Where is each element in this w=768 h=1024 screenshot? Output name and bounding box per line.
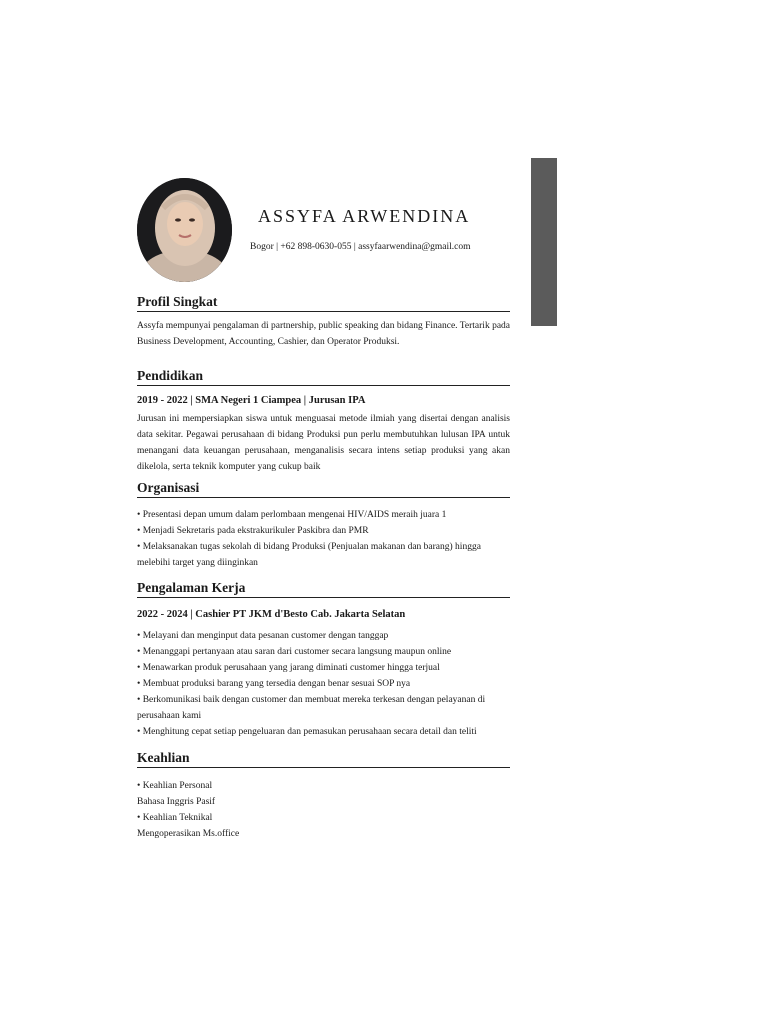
education-section-title: Pendidikan: [137, 368, 510, 386]
profile-photo: [137, 178, 232, 282]
organization-list-container: [137, 507, 510, 571]
work-subhead: 2022 - 2024 | Cashier PT JKM d'Besto Cab. Jakarta Selatan: [137, 609, 406, 620]
profile-section-title: Profil Singkat: [137, 294, 510, 312]
profile-text: Assyfa mempunyai pengalaman di partnership, public speaking dan bidang Finance. Tertarik pada Business Development, Accounting, Cashier, dan Operator Produksi.: [137, 321, 510, 347]
list-item: • Menjadi Sekretaris pada ekstrakurikuler Paskibra dan PMR: [137, 523, 510, 539]
skill-category-technical: • Keahlian Teknikal: [137, 813, 213, 823]
skills-section-title: Keahlian: [137, 750, 510, 768]
organization-list: [137, 507, 510, 571]
list-item: • Berkomunikasi baik dengan customer dan membuat mereka terkesan dengan pelayanan di perusahaan kami: [137, 692, 510, 724]
profile-summary: [137, 318, 510, 350]
contact-info: Bogor | +62 898-0630-055 | assyfaarwendina@gmail.com: [250, 242, 471, 252]
skill-item: Bahasa Inggris Pasif: [137, 797, 216, 807]
skills-list: [137, 778, 510, 842]
list-item: • Melayani dan menginput data pesanan customer dengan tanggap: [137, 628, 510, 644]
list-item: • Melaksanakan tugas sekolah di bidang Produksi (Penjualan makanan dan barang) hingga melebihi target yang diinginkan: [137, 539, 510, 571]
organization-section-title: Organisasi: [137, 480, 510, 498]
education-subhead: 2019 - 2022 | SMA Negeri 1 Ciampea | Jurusan IPA: [137, 395, 366, 406]
list-item: • Presentasi depan umum dalam perlombaan mengenai HIV/AIDS meraih juara 1: [137, 507, 510, 523]
work-list: [137, 628, 510, 740]
side-accent-bar: [531, 158, 557, 326]
list-item: • Menghitung cepat setiap pengeluaran dan pemasukan perusahaan secara detail dan teliti: [137, 724, 510, 740]
list-item: • Membuat produksi barang yang tersedia dengan benar sesuai SOP nya: [137, 676, 510, 692]
work-section-title: Pengalaman Kerja: [137, 580, 510, 598]
work-list-container: [137, 628, 510, 740]
candidate-name: ASSYFA ARWENDINA: [258, 206, 471, 226]
education-description: [137, 411, 510, 475]
list-item: • Menawarkan produk perusahaan yang jarang diminati customer hingga terjual: [137, 660, 510, 676]
list-item: • Menanggapi pertanyaan atau saran dari customer secara langsung maupun online: [137, 644, 510, 660]
skill-item: Mengoperasikan Ms.office: [137, 829, 240, 839]
education-text: Jurusan ini mempersiapkan siswa untuk menguasai metode ilmiah yang disertai dengan analisis data sekitar. Pegawai perusahaan di bidang Produksi pun perlu membutuhkan lulusan IPA untuk menangani data keuangan perusahaan, menganalisis secara intens setiap produksi yang akan dikelola, serta teknik komputer yang cukup baik: [137, 414, 510, 472]
skill-category-personal: • Keahlian Personal: [137, 781, 213, 791]
